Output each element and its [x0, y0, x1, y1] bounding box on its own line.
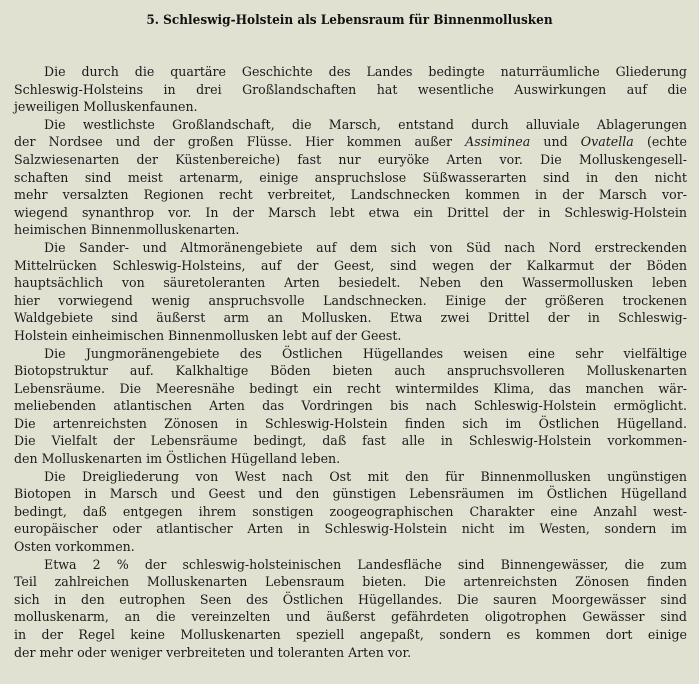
text-line: Die Vielfalt der Lebensräume bedingt, daß fast alle in Schleswig-Holstein vorkommen-	[14, 433, 687, 449]
text-line: meliebenden atlantischen Arten das Vordringen bis nach Schleswig-Holstein ermöglicht.	[14, 398, 687, 414]
text-line: in der Regel keine Molluskenarten speziell angepaßt, sondern es kommen dort einige	[14, 627, 687, 642]
text-line: heimischen Binnenmolluskenarten.	[14, 222, 240, 238]
paragraph-3	[14, 239, 687, 345]
text-line: wiegend synanthrop vor. In der Marsch lebt etwa ein Drittel der in Schleswig-Holstein	[14, 204, 687, 220]
italic-taxon-name: Assiminea	[465, 134, 531, 150]
document-body	[14, 63, 687, 661]
text-line: Schleswig-Holsteins in drei Großlandschaften hat wesentliche Auswirkungen auf die	[14, 81, 687, 97]
text-line: Teil zahlreichen Molluskenarten Lebensraum bieten. Die artenreichsten Zönosen finden	[14, 574, 687, 590]
text-line: hier vorwiegend wenig anspruchsvolle Landschnecken. Einige der größeren trockenen	[14, 292, 687, 308]
paragraph-6	[14, 556, 687, 662]
text-line: Osten vorkommen.	[14, 539, 135, 555]
paragraph-5	[14, 468, 687, 556]
text-line: den Molluskenarten im Östlichen Hügelland leben.	[14, 451, 341, 467]
text-line: Salzwiesenarten der Küstenbereiche) fast nur euryöke Arten vor. Die Molluskengesell-	[14, 151, 687, 167]
text-line: Die Sander- und Altmoränengebiete auf dem sich von Süd nach Nord erstreckenden	[44, 239, 687, 255]
text-line: Etwa 2 % der schleswig-holsteinischen Landesfläche sind Binnengewässer, die zum	[44, 556, 687, 572]
text-line: Mittelrücken Schleswig-Holsteins, auf der Geest, sind wegen der Kalkarmut der Böden	[14, 257, 687, 273]
text-line: Die westlichste Großlandschaft, die Marsch, entstand durch alluviale Ablagerungen	[44, 116, 687, 132]
text-line: hauptsächlich von säuretoleranten Arten besiedelt. Neben den Wassermollusken leben	[14, 275, 687, 291]
text-line: der mehr oder weniger verbreiteten und toleranten Arten vor.	[14, 644, 412, 660]
text-line: Die artenreichsten Zönosen in Schleswig-Holstein finden sich im Östlichen Hügelland.	[14, 415, 687, 431]
text-line: Lebensräume. Die Meeresnähe bedingt ein recht wintermildes Klima, das manchen wär-	[14, 380, 687, 396]
text-line: mehr versalzten Regionen recht verbreitet, Landschnecken kommen in der Marsch vor-	[14, 187, 687, 203]
text-line: Biotopstruktur auf. Kalkhaltige Böden bieten auch anspruchsvolleren Molluskenarten	[14, 363, 687, 379]
text-line: Die durch die quartäre Geschichte des Landes bedingte naturräumliche Gliederung	[44, 64, 687, 79]
text-line: molluskenarm, an die vereinzelten und äußerst gefährdeten oligotrophen Gewässer sind	[14, 609, 687, 625]
text-line-with-italics: der Nordsee und der großen Flüsse. Hier kommen außer Assiminea und Ovatella (echte	[14, 134, 687, 150]
paragraph-4	[14, 345, 687, 468]
text-line: jeweiligen Molluskenfaunen.	[14, 99, 198, 115]
text-line: bedingt, daß entgegen ihrem sonstigen zoogeographischen Charakter eine Anzahl west-	[14, 503, 687, 519]
italic-taxon-name: Ovatella	[580, 134, 634, 150]
text-line: sich in den eutrophen Seen des Östlichen Hügellandes. Die sauren Moorgewässer sind	[14, 591, 687, 607]
text-line: Biotopen in Marsch und Geest und den günstigen Lebensräumen im Östlichen Hügelland	[14, 486, 687, 502]
section-title: 5. Schleswig-Holstein als Lebensraum für Binnenmollusken	[146, 13, 553, 28]
text-line: Die Jungmoränengebiete des Östlichen Hügellandes weisen eine sehr vielfältige	[44, 345, 687, 361]
text-line: schaften sind meist artenarm, einige anspruchslose Süßwasserarten sind in den nicht	[14, 169, 687, 185]
text-line: Die Dreigliederung von West nach Ost mit den für Binnenmollusken ungünstigen	[44, 468, 687, 484]
text-line: europäischer oder atlantischer Arten in Schleswig-Holstein nicht im Westen, sondern im	[14, 521, 687, 537]
paragraph-2	[14, 116, 687, 239]
text-line: Holstein einheimischen Binnenmollusken lebt auf der Geest.	[14, 327, 402, 343]
text-line: Waldgebiete sind äußerst arm an Mollusken. Etwa zwei Drittel der in Schleswig-	[14, 310, 687, 326]
paragraph-1	[14, 63, 687, 116]
